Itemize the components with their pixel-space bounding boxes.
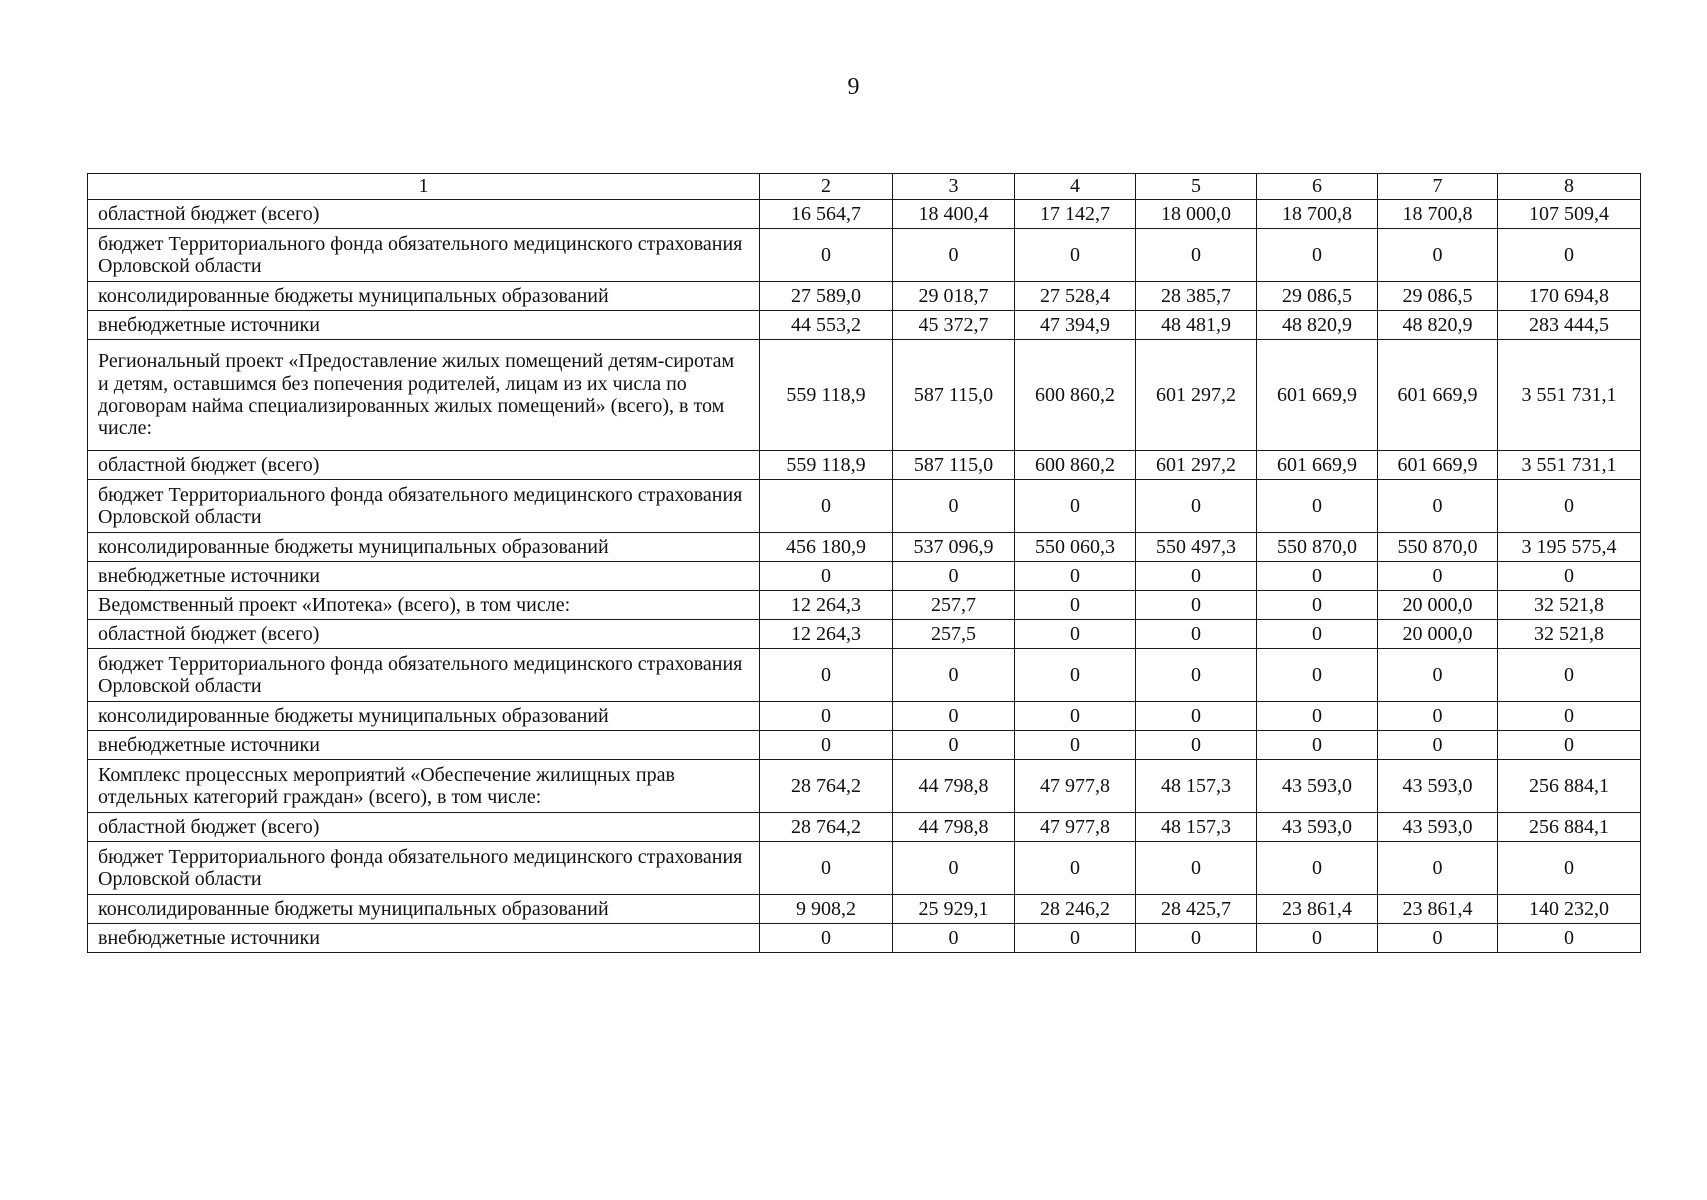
row-label: внебюджетные источники	[88, 311, 760, 340]
table-row	[88, 842, 1641, 895]
cell-value: 0	[1498, 562, 1641, 591]
cell-value: 107 509,4	[1498, 200, 1641, 229]
cell-value: 0	[1136, 924, 1257, 953]
cell-value: 28 764,2	[760, 760, 893, 813]
cell-value: 0	[1378, 924, 1498, 953]
cell-value: 29 086,5	[1378, 282, 1498, 311]
table-row	[88, 311, 1641, 340]
row-label: внебюджетные источники	[88, 731, 760, 760]
cell-value: 170 694,8	[1498, 282, 1641, 311]
cell-value: 601 297,2	[1136, 340, 1257, 451]
column-header: 4	[1015, 174, 1136, 200]
cell-value: 0	[1136, 620, 1257, 649]
cell-value: 3 551 731,1	[1498, 340, 1641, 451]
cell-value: 44 553,2	[760, 311, 893, 340]
cell-value: 550 870,0	[1378, 533, 1498, 562]
cell-value: 27 589,0	[760, 282, 893, 311]
table-row	[88, 282, 1641, 311]
cell-value: 9 908,2	[760, 895, 893, 924]
row-label: областной бюджет (всего)	[88, 813, 760, 842]
cell-value: 32 521,8	[1498, 620, 1641, 649]
cell-value: 257,5	[893, 620, 1015, 649]
cell-value: 18 700,8	[1257, 200, 1378, 229]
column-header: 3	[893, 174, 1015, 200]
cell-value: 283 444,5	[1498, 311, 1641, 340]
cell-value: 0	[760, 562, 893, 591]
cell-value: 47 977,8	[1015, 760, 1136, 813]
cell-value: 0	[760, 480, 893, 533]
table-row	[88, 200, 1641, 229]
cell-value: 48 820,9	[1378, 311, 1498, 340]
cell-value: 20 000,0	[1378, 620, 1498, 649]
cell-value: 23 861,4	[1257, 895, 1378, 924]
header-row	[88, 174, 1641, 200]
cell-value: 0	[893, 229, 1015, 282]
cell-value: 0	[1498, 702, 1641, 731]
column-header: 6	[1257, 174, 1378, 200]
cell-value: 0	[1015, 649, 1136, 702]
cell-value: 550 060,3	[1015, 533, 1136, 562]
row-label: внебюджетные источники	[88, 924, 760, 953]
cell-value: 0	[760, 842, 893, 895]
row-label: бюджет Территориального фонда обязательного медицинского страхования Орловской области	[88, 649, 760, 702]
cell-value: 587 115,0	[893, 451, 1015, 480]
cell-value: 0	[1257, 924, 1378, 953]
cell-value: 0	[1257, 620, 1378, 649]
table-row	[88, 451, 1641, 480]
cell-value: 559 118,9	[760, 340, 893, 451]
cell-value: 0	[1136, 480, 1257, 533]
cell-value: 43 593,0	[1378, 813, 1498, 842]
cell-value: 43 593,0	[1257, 813, 1378, 842]
row-label: областной бюджет (всего)	[88, 620, 760, 649]
cell-value: 256 884,1	[1498, 760, 1641, 813]
cell-value: 3 195 575,4	[1498, 533, 1641, 562]
cell-value: 18 400,4	[893, 200, 1015, 229]
table-row	[88, 895, 1641, 924]
cell-value: 0	[893, 480, 1015, 533]
cell-value: 537 096,9	[893, 533, 1015, 562]
cell-value: 0	[1257, 731, 1378, 760]
column-header: 5	[1136, 174, 1257, 200]
cell-value: 29 018,7	[893, 282, 1015, 311]
cell-value: 28 425,7	[1136, 895, 1257, 924]
cell-value: 0	[1257, 591, 1378, 620]
table-row	[88, 813, 1641, 842]
row-label: Региональный проект «Предоставление жилых помещений детям-сиротам и детям, оставшимся без попечения родителей, лицам из их числа по договорам найма специализированных жилых помещений» (всего), в том числе:	[88, 340, 760, 451]
cell-value: 0	[760, 731, 893, 760]
cell-value: 28 385,7	[1136, 282, 1257, 311]
cell-value: 0	[1015, 731, 1136, 760]
page-number: 9	[847, 74, 860, 100]
cell-value: 44 798,8	[893, 813, 1015, 842]
cell-value: 0	[1136, 842, 1257, 895]
row-label: консолидированные бюджеты муниципальных образований	[88, 282, 760, 311]
cell-value: 0	[1015, 924, 1136, 953]
cell-value: 0	[1015, 229, 1136, 282]
cell-value: 12 264,3	[760, 620, 893, 649]
cell-value: 48 820,9	[1257, 311, 1378, 340]
cell-value: 257,7	[893, 591, 1015, 620]
cell-value: 0	[893, 562, 1015, 591]
cell-value: 0	[760, 649, 893, 702]
row-label: областной бюджет (всего)	[88, 200, 760, 229]
cell-value: 43 593,0	[1257, 760, 1378, 813]
table-body	[88, 200, 1641, 953]
row-label: консолидированные бюджеты муниципальных образований	[88, 702, 760, 731]
row-label: бюджет Территориального фонда обязательного медицинского страхования Орловской области	[88, 842, 760, 895]
cell-value: 0	[1015, 562, 1136, 591]
cell-value: 0	[1498, 731, 1641, 760]
cell-value: 0	[1498, 480, 1641, 533]
cell-value: 550 497,3	[1136, 533, 1257, 562]
table-row	[88, 620, 1641, 649]
cell-value: 20 000,0	[1378, 591, 1498, 620]
cell-value: 601 669,9	[1378, 451, 1498, 480]
cell-value: 0	[893, 842, 1015, 895]
cell-value: 0	[1378, 480, 1498, 533]
row-label: консолидированные бюджеты муниципальных образований	[88, 895, 760, 924]
cell-value: 0	[760, 924, 893, 953]
cell-value: 48 157,3	[1136, 813, 1257, 842]
cell-value: 0	[1498, 229, 1641, 282]
cell-value: 0	[1257, 702, 1378, 731]
cell-value: 0	[1378, 649, 1498, 702]
cell-value: 0	[760, 229, 893, 282]
cell-value: 0	[1257, 649, 1378, 702]
cell-value: 0	[1257, 842, 1378, 895]
cell-value: 0	[1498, 649, 1641, 702]
cell-value: 0	[1498, 924, 1641, 953]
table-row	[88, 480, 1641, 533]
row-label: бюджет Территориального фонда обязательного медицинского страхования Орловской области	[88, 480, 760, 533]
cell-value: 0	[893, 924, 1015, 953]
cell-value: 47 977,8	[1015, 813, 1136, 842]
cell-value: 28 246,2	[1015, 895, 1136, 924]
table-row	[88, 229, 1641, 282]
cell-value: 28 764,2	[760, 813, 893, 842]
cell-value: 559 118,9	[760, 451, 893, 480]
cell-value: 12 264,3	[760, 591, 893, 620]
cell-value: 0	[1136, 562, 1257, 591]
cell-value: 140 232,0	[1498, 895, 1641, 924]
cell-value: 25 929,1	[893, 895, 1015, 924]
cell-value: 0	[1015, 480, 1136, 533]
cell-value: 0	[1378, 229, 1498, 282]
table-row	[88, 340, 1641, 451]
cell-value: 601 297,2	[1136, 451, 1257, 480]
cell-value: 600 860,2	[1015, 340, 1136, 451]
row-label: Ведомственный проект «Ипотека» (всего), в том числе:	[88, 591, 760, 620]
table-row	[88, 731, 1641, 760]
cell-value: 48 481,9	[1136, 311, 1257, 340]
column-header: 7	[1378, 174, 1498, 200]
cell-value: 0	[1015, 591, 1136, 620]
cell-value: 48 157,3	[1136, 760, 1257, 813]
cell-value: 601 669,9	[1257, 340, 1378, 451]
cell-value: 18 000,0	[1136, 200, 1257, 229]
budget-table	[87, 173, 1641, 953]
cell-value: 18 700,8	[1378, 200, 1498, 229]
cell-value: 0	[893, 649, 1015, 702]
table-row	[88, 533, 1641, 562]
cell-value: 45 372,7	[893, 311, 1015, 340]
table-row	[88, 591, 1641, 620]
table-row	[88, 760, 1641, 813]
cell-value: 17 142,7	[1015, 200, 1136, 229]
cell-value: 0	[1378, 731, 1498, 760]
row-label: внебюджетные источники	[88, 562, 760, 591]
cell-value: 16 564,7	[760, 200, 893, 229]
cell-value: 0	[1136, 591, 1257, 620]
cell-value: 32 521,8	[1498, 591, 1641, 620]
cell-value: 0	[1136, 731, 1257, 760]
column-header: 8	[1498, 174, 1641, 200]
row-label: консолидированные бюджеты муниципальных образований	[88, 533, 760, 562]
cell-value: 0	[893, 702, 1015, 731]
cell-value: 587 115,0	[893, 340, 1015, 451]
column-header: 1	[88, 174, 760, 200]
cell-value: 0	[1257, 229, 1378, 282]
table-row	[88, 702, 1641, 731]
cell-value: 0	[1498, 842, 1641, 895]
cell-value: 0	[1136, 229, 1257, 282]
cell-value: 29 086,5	[1257, 282, 1378, 311]
cell-value: 0	[1378, 562, 1498, 591]
row-label: Комплекс процессных мероприятий «Обеспечение жилищных прав отдельных категорий граждан» (всего), в том числе:	[88, 760, 760, 813]
table-row	[88, 924, 1641, 953]
cell-value: 3 551 731,1	[1498, 451, 1641, 480]
cell-value: 601 669,9	[1257, 451, 1378, 480]
table-row	[88, 649, 1641, 702]
cell-value: 23 861,4	[1378, 895, 1498, 924]
cell-value: 0	[893, 731, 1015, 760]
row-label: бюджет Территориального фонда обязательного медицинского страхования Орловской области	[88, 229, 760, 282]
cell-value: 0	[1378, 702, 1498, 731]
cell-value: 600 860,2	[1015, 451, 1136, 480]
cell-value: 256 884,1	[1498, 813, 1641, 842]
cell-value: 0	[1015, 702, 1136, 731]
cell-value: 0	[1015, 620, 1136, 649]
cell-value: 0	[1015, 842, 1136, 895]
cell-value: 456 180,9	[760, 533, 893, 562]
table-row	[88, 562, 1641, 591]
cell-value: 47 394,9	[1015, 311, 1136, 340]
cell-value: 0	[1136, 649, 1257, 702]
cell-value: 44 798,8	[893, 760, 1015, 813]
cell-value: 0	[1257, 480, 1378, 533]
cell-value: 601 669,9	[1378, 340, 1498, 451]
row-label: областной бюджет (всего)	[88, 451, 760, 480]
cell-value: 43 593,0	[1378, 760, 1498, 813]
cell-value: 550 870,0	[1257, 533, 1378, 562]
cell-value: 0	[760, 702, 893, 731]
cell-value: 0	[1257, 562, 1378, 591]
column-header: 2	[760, 174, 893, 200]
cell-value: 0	[1378, 842, 1498, 895]
cell-value: 27 528,4	[1015, 282, 1136, 311]
cell-value: 0	[1136, 702, 1257, 731]
